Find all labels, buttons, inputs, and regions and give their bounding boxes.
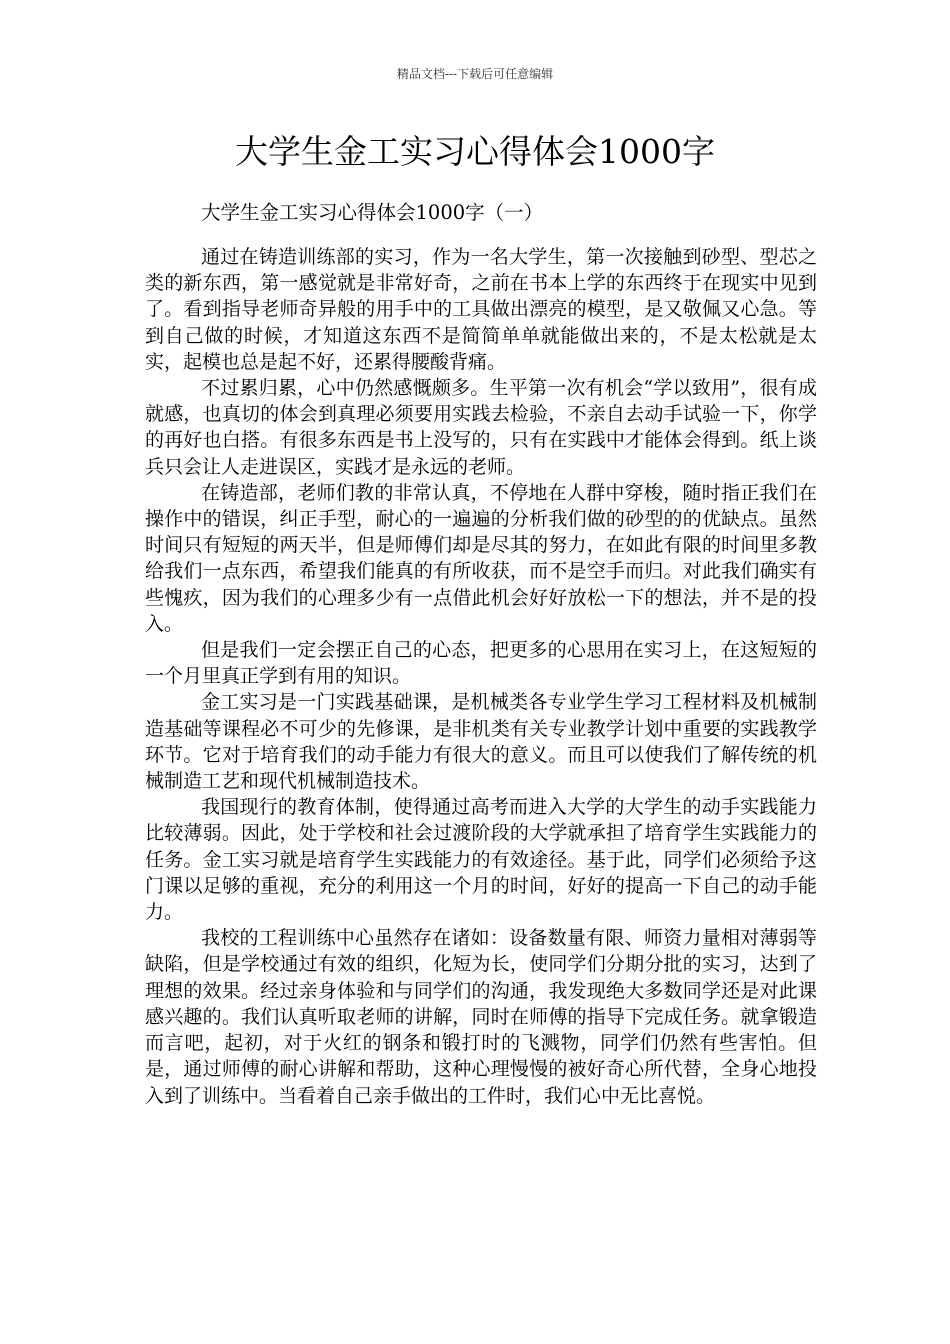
paragraph: 在铸造部，老师们教的非常认真，不停地在人群中穿梭，随时指正我们在操作中的错误，纠正手型，耐心的一遍遍的分析我们做的砂型的的优缺点。虽然时间只有短短的两天半，但是师傅们却是尽其的努力，在如此有限的时间里多教给我们一点东西，希望我们能真的有所收获，而不是空手而归。对此我们确实有些愧疚，因为我们的心理多少有一点借此机会好好放松一下的想法，并不是的投入。 [145,481,817,635]
paragraph: 金工实习是一门实践基础课，是机械类各专业学生学习工程材料及机械制造基础等课程必不可少的先修课，是非机类有关专业教学计划中重要的实践教学环节。它对于培育我们的动手能力有很大的意义。而且可以使我们了解传统的机械制造工艺和现代机械制造技术。 [145,691,817,793]
paragraph: 我国现行的教育体制，使得通过高考而进入大学的大学生的动手实践能力比较薄弱。因此，处于学校和社会过渡阶段的大学就承担了培育学生实践能力的任务。金工实习就是培育学生实践能力的有效途径。基于此，同学们必须给予这门课以足够的重视，充分的利用这一个月的时间，好好的提高一下自己的动手能力。 [145,796,817,924]
paragraph: 我校的工程训练中心虽然存在诸如：设备数量有限、师资力量相对薄弱等缺陷，但是学校通过有效的组织，化短为长，使同学们分期分批的实习，达到了理想的效果。经过亲身体验和与同学们的沟通，我发现绝大多数同学还是对此课感兴趣的。我们认真听取老师的讲解，同时在师傅的指导下完成任务。就拿锻造而言吧，起初，对于火红的钢条和锻打时的飞溅物，同学们仍然有些害怕。但是，通过师傅的耐心讲解和帮助，这种心理慢慢的被好奇心所代替，全身心地投入到了训练中。当看着自己亲手做出的工件时，我们心中无比喜悦。 [145,927,817,1107]
paragraph: 通过在铸造训练部的实习，作为一名大学生，第一次接触到砂型、型芯之类的新东西，第一感觉就是非常好奇，之前在书本上学的东西终于在现实中见到了。看到指导老师奇异般的用手中的工具做出漂亮的模型，是又敬佩又心急。等到自己做的时候，才知道这东西不是简简单单就能做出来的，不是太松就是太实，起模也总是起不好，还累得腰酸背痛。 [145,246,817,373]
document-title: 大学生金工实习心得体会1000字 [235,132,715,171]
section-heading: 大学生金工实习心得体会1000字（一） [201,201,544,224]
paragraph: 不过累归累，心中仍然感慨颇多。生平第一次有机会“学以致用”，很有成就感，也真切的体会到真理必须要用实践去检验，不亲自去动手试验一下，你学的再好也白搭。有很多东西是书上没写的，只有在实践中才能体会得到。纸上谈兵只会让人走进误区，实践才是永远的老师。 [145,377,817,478]
document-body [145,244,817,1109]
page-header: 精品文档---下载后可任意编辑 [396,67,554,81]
paragraph: 但是我们一定会摆正自己的心态，把更多的心思用在实习上，在这短短的一个月里真正学到有用的知识。 [145,639,817,688]
